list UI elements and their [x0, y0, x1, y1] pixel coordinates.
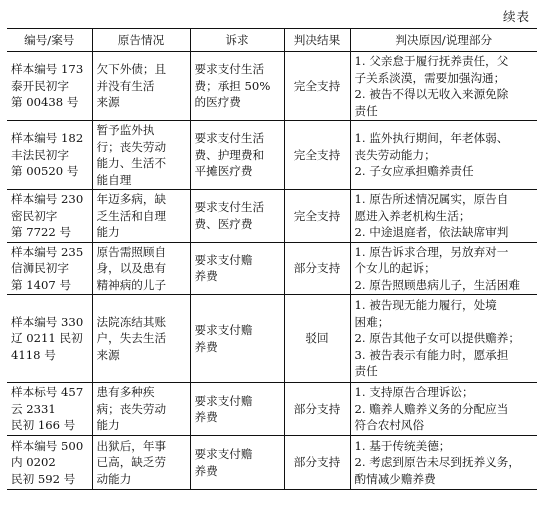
plaintiff-situation-line: 来源 — [96, 347, 120, 362]
reason-line: 1. 原告诉求合理，另放弃对一 — [354, 244, 509, 259]
table-row — [7, 383, 537, 436]
table-row — [7, 190, 537, 243]
plaintiff-situation-cell — [92, 52, 190, 121]
claim-line: 要求支付赡 — [194, 252, 253, 267]
plaintiff-situation-line: 暂予监外执 — [96, 123, 155, 137]
case-number-line: 信浉民初字 — [11, 261, 69, 275]
claim-cell — [190, 436, 284, 490]
plaintiff-situation-line: 能自理 — [96, 172, 132, 187]
case-number-line: 密民初字 — [11, 208, 58, 223]
reason-cell — [350, 52, 537, 121]
case-number-line: 民初 592 号 — [11, 471, 76, 486]
header-case-number: 编号/案号 — [7, 29, 92, 52]
plaintiff-situation-line: 患有多种疾 — [96, 385, 155, 400]
plaintiff-situation-cell — [92, 383, 190, 436]
case-number-cell — [7, 383, 92, 436]
plaintiff-situation-cell — [92, 242, 190, 295]
header-plaintiff-situation: 原告情况 — [92, 29, 190, 52]
case-number-cell — [7, 242, 92, 295]
claim-cell — [190, 242, 284, 295]
reason-line: 责任 — [354, 364, 378, 379]
claim-line: 的医疗费 — [194, 95, 241, 110]
reason-line: 2. 赡养人赡养义务的分配应当 — [354, 401, 509, 416]
case-number-cell — [7, 436, 92, 490]
claim-line: 要求支付生活 — [194, 62, 265, 77]
case-number-line: 样本编号 230 — [11, 192, 84, 206]
plaintiff-situation-line: 病；丧失劳动 — [96, 401, 167, 416]
plaintiff-situation-line: 出狱后，年事 — [96, 438, 167, 453]
claim-line: 要求支付赡 — [194, 393, 253, 408]
verdict-cell: 驳回 — [284, 295, 350, 383]
reason-line: 酌情减少赡养费 — [354, 471, 436, 486]
reason-line: 1. 父亲怠于履行抚养责任，父 — [354, 54, 509, 68]
plaintiff-situation-cell — [92, 190, 190, 243]
case-number-line: 云 2331 — [11, 401, 56, 416]
case-number-line: 民初 166 号 — [11, 418, 76, 433]
claim-cell — [190, 295, 284, 383]
header-reason: 判决原因/说理部分 — [350, 29, 537, 52]
claim-line: 要求支付赡 — [194, 447, 253, 461]
reason-line: 个女儿的起诉； — [354, 261, 436, 275]
plaintiff-situation-line: 已高，缺乏劳 — [96, 455, 167, 470]
reason-line: 1. 监外执行期间，年老体弱、 — [354, 131, 509, 146]
claim-cell — [190, 52, 284, 121]
plaintiff-situation-line: 年迈多病，缺 — [96, 192, 167, 206]
reason-cell — [350, 295, 537, 383]
judgment-table — [7, 28, 537, 490]
plaintiff-situation-line: 乏生活和自理 — [96, 208, 167, 223]
claim-cell — [190, 383, 284, 436]
plaintiff-situation-line: 身，以及患有 — [96, 261, 167, 275]
reason-cell — [350, 242, 537, 295]
table-row — [7, 436, 537, 490]
case-number-line: 样本标号 457 — [11, 385, 84, 400]
claim-line: 养费 — [194, 410, 218, 424]
reason-line: 1. 基于传统美德； — [354, 438, 451, 453]
reason-line: 2. 原告其他子女可以提供赡养； — [354, 331, 520, 346]
table-header-row — [7, 29, 537, 52]
verdict-cell: 完全支持 — [284, 52, 350, 121]
reason-line: 2. 被告不得以无收入来源免除 — [354, 87, 509, 101]
plaintiff-situation-cell — [92, 121, 190, 190]
claim-line: 养费 — [194, 339, 218, 354]
reason-line: 责任 — [354, 103, 378, 118]
case-number-line: 第 00520 号 — [11, 164, 79, 179]
reason-line: 1. 原告所述情况属实，原告自 — [354, 192, 509, 206]
reason-line: 2. 考虑到原告未尽到抚养义务， — [354, 455, 520, 470]
claim-line: 费、医疗费 — [194, 216, 253, 231]
reason-line: 2. 中途退庭者，依法缺席审判 — [354, 225, 509, 239]
claim-line: 费；承担 50% — [194, 78, 271, 93]
reason-line: 子关系淡漠，需要加强沟通； — [354, 70, 506, 85]
reason-line: 1. 支持原告合理诉讼； — [354, 385, 474, 400]
reason-line: 愿进入养老机构生活； — [354, 208, 471, 223]
claim-line: 养费 — [194, 269, 218, 284]
reason-cell — [350, 383, 537, 436]
table-row — [7, 295, 537, 383]
reason-line: 2. 原告照顾患病儿子，生活困难 — [354, 277, 520, 292]
case-number-line: 样本编号 330 — [11, 314, 84, 329]
case-number-cell — [7, 295, 92, 383]
reason-cell — [350, 436, 537, 490]
plaintiff-situation-line: 原告需照顾自 — [96, 244, 167, 259]
claim-line: 要求支付生活 — [194, 200, 265, 215]
plaintiff-situation-cell — [92, 295, 190, 383]
header-verdict: 判决结果 — [284, 29, 350, 52]
plaintiff-situation-line: 动能力 — [96, 471, 132, 486]
claim-cell — [190, 121, 284, 190]
table-row — [7, 52, 537, 121]
claim-line: 费、护理费和 — [194, 147, 265, 162]
reason-cell — [350, 121, 537, 190]
case-number-line: 样本编号 235 — [11, 244, 84, 259]
claim-line: 要求支付赡 — [194, 323, 253, 337]
case-number-line: 第 00438 号 — [11, 95, 79, 110]
case-number-line: 内 0202 — [11, 455, 56, 470]
case-number-line: 4118 号 — [11, 347, 56, 362]
verdict-cell: 完全支持 — [284, 121, 350, 190]
verdict-cell: 部分支持 — [284, 242, 350, 295]
case-number-line: 样本编号 173 — [11, 62, 84, 77]
claim-line: 养费 — [194, 463, 218, 478]
reason-cell — [350, 190, 537, 243]
plaintiff-situation-cell — [92, 436, 190, 490]
reason-line: 丧失劳动能力； — [354, 147, 436, 162]
case-number-cell — [7, 52, 92, 121]
reason-line: 1. 被告现无能力履行，处境 — [354, 298, 497, 313]
claim-line: 要求支付生活 — [194, 131, 265, 146]
case-number-line: 样本编号 182 — [11, 131, 84, 146]
case-number-line: 丰法民初字 — [11, 147, 69, 162]
plaintiff-situation-line: 法院冻结其账 — [96, 314, 167, 329]
reason-line: 困难； — [354, 314, 390, 329]
plaintiff-situation-line: 行；丧失劳动 — [96, 139, 167, 154]
case-number-line: 样本编号 500 — [11, 438, 84, 453]
plaintiff-situation-line: 欠下外债；且 — [96, 62, 167, 77]
header-claim: 诉求 — [190, 29, 284, 52]
plaintiff-situation-line: 户，失去生活 — [96, 331, 167, 346]
case-number-cell — [7, 121, 92, 190]
case-number-line: 第 7722 号 — [11, 225, 72, 239]
verdict-cell: 完全支持 — [284, 190, 350, 243]
claim-cell — [190, 190, 284, 243]
plaintiff-situation-line: 并没有生活 — [96, 78, 155, 93]
plaintiff-situation-line: 来源 — [96, 95, 120, 110]
case-number-line: 辽 0211 民初 — [11, 331, 83, 346]
plaintiff-situation-line: 精神病的儿子 — [96, 277, 167, 292]
table-row — [7, 121, 537, 190]
plaintiff-situation-line: 能力 — [96, 225, 120, 239]
claim-line: 平摊医疗费 — [194, 164, 253, 179]
case-number-line: 第 1407 号 — [11, 277, 72, 292]
verdict-cell: 部分支持 — [284, 383, 350, 436]
reason-line: 符合农村风俗 — [354, 418, 425, 433]
case-number-cell — [7, 190, 92, 243]
plaintiff-situation-line: 能力 — [96, 418, 120, 433]
case-number-line: 泰开民初字 — [11, 78, 69, 93]
table-row — [7, 242, 537, 295]
reason-line: 3. 被告表示有能力时，愿承担 — [354, 347, 509, 362]
verdict-cell: 部分支持 — [284, 436, 350, 490]
plaintiff-situation-line: 能力、生活不 — [96, 156, 167, 170]
reason-line: 2. 子女应承担赡养责任 — [354, 164, 474, 179]
continued-label: 续表 — [502, 9, 530, 24]
